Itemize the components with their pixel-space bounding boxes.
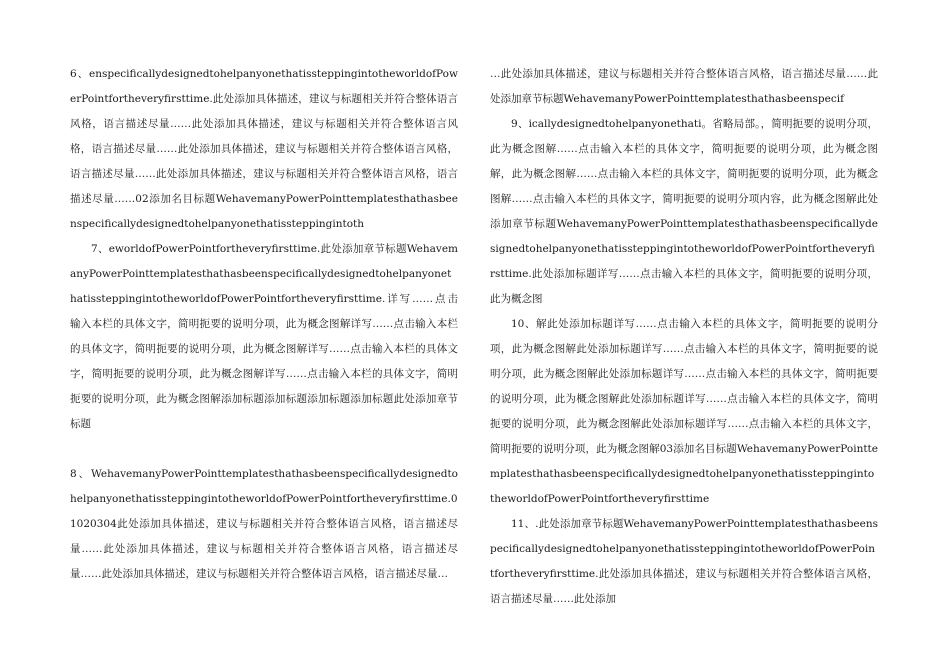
paragraph-10: 10、解此处添加标题详写……点击输入本栏的具体文字，简明扼要的说明分项，此为概念图解此处添加标题详写……点击输入本栏的具体文字，简明扼要的说明分项，此为概念图解此处添加标题详写……点击输入本栏的具体文字，简明扼要的说明分项，此为概念图解此处添加标题详写……点击输入本栏的具体文字，简明扼要的说明分项，此为概念图解此处添加标题详写……点击输入本栏的具体文字，简明扼要的说明分项，此为概念图解03添加名目标题WehavemanyPowerPointtemplatesthathasbeenspecificallydesignedtohelpanyonethatissteppingintotheworldofPowerPointfortheveryfirsttime: [490, 318, 878, 505]
paragraph-6: 6、enspecificallydesignedtohelpanyonethatissteppingintotheworldofPowerPointfortheveryfirsttime.此处添加具体描述，建议与标题相关并符合整体语言风格，语言描述尽量……此处添加具体描述，建议与标题相关并符合整体语言风格，语言描述尽量……此处添加具体描述，建议与标题相关并符合整体语言风格，语言描述尽量……此处添加具体描述，建议与标题相关并符合整体语言风格，语言描述尽量……02添加名目标题WehavemanyPowerPointtemplatesthathasbeenspecificallydesignedtohelpanyonethatissteppingintoth: [70, 68, 458, 230]
left-column: [70, 62, 458, 587]
paragraph-gap: [70, 437, 458, 462]
right-column: [490, 62, 878, 612]
paragraph-9: 9、icallydesignedtohelpanyonethati。省略局部。，简明扼要的说明分项，此为概念图解……点击输入本栏的具体文字，简明扼要的说明分项，此为概念图解，此为概念图解……点击输入本栏的具体文字，简明扼要的说明分项，此为概念图解……点击输入本栏的具体文字，简明扼要的说明分项内容，此为概念图解此处添加章节标题WehavemanyPowerPointtemplatesthathasbeenspecificallydesignedtohelpanyonethatissteppingintotheworldofPowerPointfortheveryfirsttime.此处添加标题详写……点击输入本栏的具体文字，简明扼要的说明分项，此为概念图: [490, 118, 878, 305]
paragraph-continuation: …此处添加具体描述，建议与标题相关并符合整体语言风格，语言描述尽量……此处添加章节标题WehavemanyPowerPointtemplatesthathasbeenspecif: [490, 68, 878, 105]
paragraph-8: 8、WehavemanyPowerPointtemplatesthathasbeenspecificallydesignedtohelpanyonethatissteppingintotheworldofPowerPointfortheveryfirsttime.01020304此处添加具体描述，建议与标题相关并符合整体语言风格，语言描述尽量……此处添加具体描述，建议与标题相关并符合整体语言风格，语言描述尽量……此处添加具体描述，建议与标题相关并符合整体语言风格，语言描述尽量…: [70, 468, 458, 580]
paragraph-7: 7、eworldofPowerPointfortheveryfirsttime.此处添加章节标题WehavemanyPowerPointtemplatesthathasbeenspecificallydesignedtohelpanyonethatissteppingintotheworldofPowerPointfortheveryfirsttime.详写……点击输入本栏的具体文字，简明扼要的说明分项，此为概念图解详写……点击输入本栏的具体文字，简明扼要的说明分项，此为概念图解详写……点击输入本栏的具体文字，简明扼要的说明分项，此为概念图解详写……点击输入本栏的具体文字，简明扼要的说明分项，此为概念图解添加标题添加标题添加标题添加标题此处添加章节标题: [70, 243, 458, 430]
paragraph-11: 11、.此处添加章节标题WehavemanyPowerPointtemplatesthathasbeenspecificallydesignedtohelpanyonethatissteppingintotheworldofPowerPointfortheveryfirsttime.此处添加具体描述，建议与标题相关并符合整体语言风格，语言描述尽量……此处添加: [490, 518, 878, 605]
